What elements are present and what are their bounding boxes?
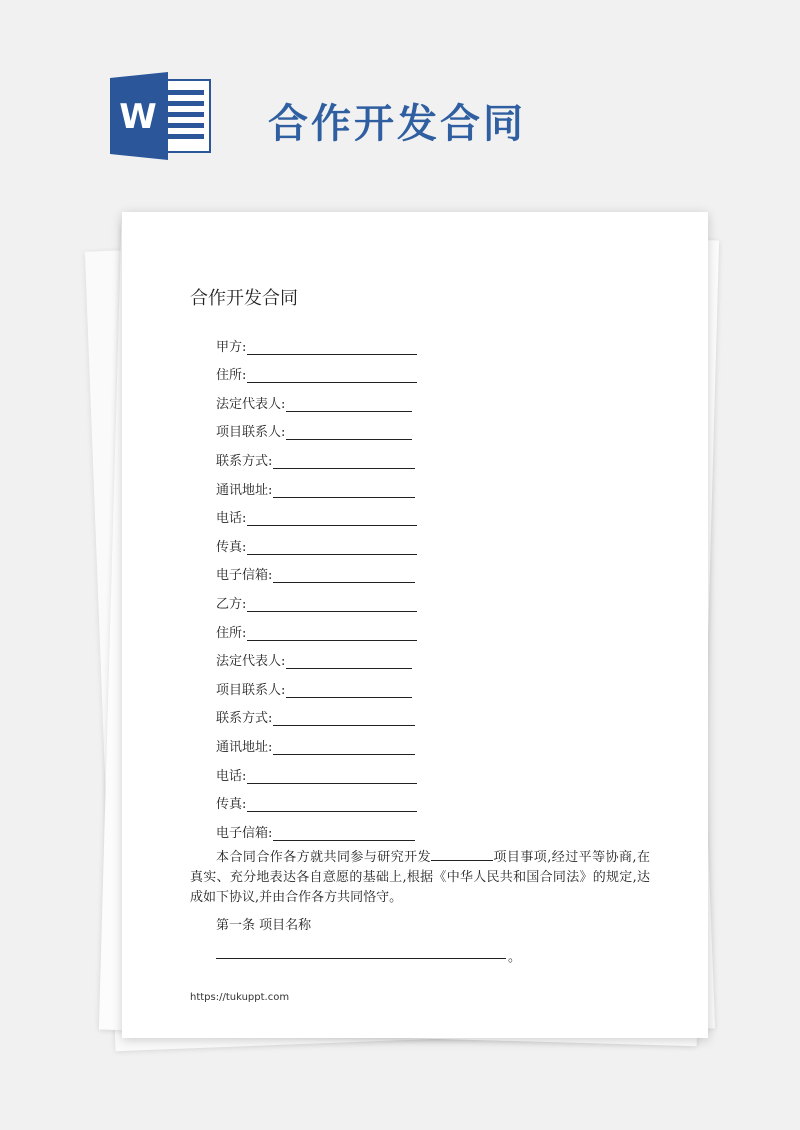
word-icon-letter: W	[119, 97, 157, 137]
blank-line[interactable]	[286, 654, 412, 669]
party-b-contact-person-field	[216, 669, 446, 698]
field-label: 项目联系人:	[216, 682, 286, 698]
field-label: 传真:	[216, 797, 247, 813]
contract-fields	[216, 326, 446, 841]
blank-line[interactable]	[286, 425, 412, 440]
field-label: 联系方式:	[216, 453, 273, 469]
party-a-name-field	[216, 326, 446, 355]
blank-line[interactable]	[247, 769, 417, 784]
blank-line[interactable]	[273, 483, 415, 498]
party-b-mailing-address-field	[216, 726, 446, 755]
field-label: 传真:	[216, 539, 247, 555]
document-title: 合作开发合同	[190, 288, 298, 309]
party-a-contact-person-field	[216, 412, 446, 441]
field-label: 甲方:	[216, 339, 247, 355]
field-label: 住所:	[216, 368, 247, 384]
article-1-heading: 第一条 项目名称	[216, 918, 312, 933]
party-a-phone-field	[216, 498, 446, 527]
blank-line[interactable]	[273, 740, 415, 755]
blank-line[interactable]	[273, 826, 415, 841]
blank-line[interactable]	[273, 568, 415, 583]
party-b-phone-field	[216, 755, 446, 784]
article-1-period: 。	[508, 950, 522, 965]
field-label: 通讯地址:	[216, 482, 273, 498]
header-title: 合作开发合同	[268, 101, 526, 147]
field-label: 住所:	[216, 625, 247, 641]
party-b-address-field	[216, 612, 446, 641]
blank-line[interactable]	[286, 683, 412, 698]
blank-line[interactable]	[247, 511, 417, 526]
page-header	[0, 0, 800, 200]
blank-line[interactable]	[247, 368, 417, 383]
field-label: 法定代表人:	[216, 654, 286, 670]
blank-line[interactable]	[286, 397, 412, 412]
field-label: 通讯地址:	[216, 739, 273, 755]
party-b-contact-method-field	[216, 698, 446, 727]
blank-line[interactable]	[273, 454, 415, 469]
party-a-fax-field	[216, 526, 446, 555]
word-icon	[110, 72, 214, 160]
party-a-email-field	[216, 555, 446, 584]
party-b-fax-field	[216, 784, 446, 813]
party-a-contact-method-field	[216, 440, 446, 469]
project-blank-line[interactable]	[431, 848, 493, 861]
intro-text-part1: 本合同合作各方就共同参与研究开发	[216, 850, 432, 865]
blank-line[interactable]	[247, 626, 417, 641]
party-b-email-field	[216, 812, 446, 841]
party-a-address-field	[216, 355, 446, 384]
footer-url: https://tukuppt.com	[190, 992, 290, 1003]
field-label: 乙方:	[216, 596, 247, 612]
party-a-legal-rep-field	[216, 383, 446, 412]
field-label: 电话:	[216, 768, 247, 784]
blank-line[interactable]	[247, 540, 417, 555]
field-label: 电子信箱:	[216, 568, 273, 584]
blank-line[interactable]	[247, 797, 417, 812]
document-page	[122, 212, 708, 1038]
blank-line[interactable]	[247, 340, 417, 355]
field-label: 联系方式:	[216, 711, 273, 727]
field-label: 电子信箱:	[216, 825, 273, 841]
party-b-name-field	[216, 583, 446, 612]
intro-paragraph	[190, 848, 650, 908]
blank-line[interactable]	[247, 597, 417, 612]
blank-line[interactable]	[273, 711, 415, 726]
intro-text-part2: 项目事项,经过平等协商,在真实、充分地表达各自意愿的基础上,根据《中华人民共和国合同法》的规定,达成如下协议,并由合作各方共同恪守。	[190, 850, 650, 905]
field-label: 电话:	[216, 511, 247, 527]
project-name-blank-line[interactable]	[216, 942, 506, 959]
field-label: 法定代表人:	[216, 396, 286, 412]
field-label: 项目联系人:	[216, 425, 286, 441]
party-b-legal-rep-field	[216, 641, 446, 670]
party-a-mailing-address-field	[216, 469, 446, 498]
